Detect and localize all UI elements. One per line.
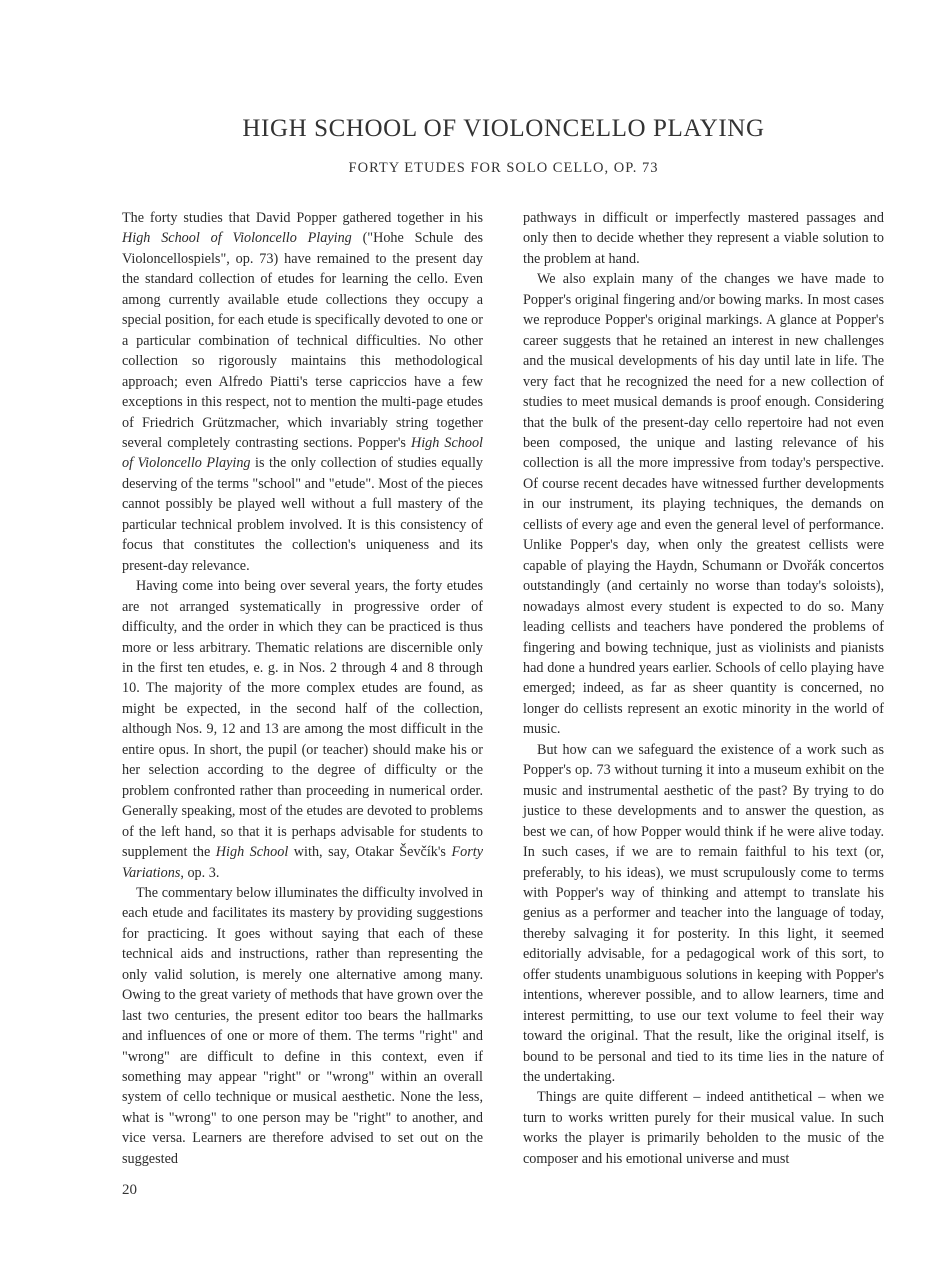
paragraph: But how can we safeguard the existence of a work such as Popper's op. 73 without turning it into a museum exhibit on the music and instrumental aesthetic of the past? By trying to do justice to these developments and to answer the question, as best we can, of how Popper would think if he were alive today. In such cases, if we are to remain faithful to his text (or, preferably, to his ideas), we must scrupulously come to terms with Popper's way of thinking and attempt to translate his genius as a performer and teacher into the language of today, thereby salvaging it for posterity. In this light, it seemed editorially advisable, for a pedagogical work of this sort, to offer students unambiguous solutions in keeping with Popper's intentions, wherever possible, and to allow learners, time and interest permitting, to use our text volume to feel their way toward the original. That the result, like the original itself, is bound to be personal and tied to its time lies in the nature of the undertaking.	[523, 741, 884, 1086]
paragraph: pathways in difficult or imperfectly mastered passages and only then to decide whether they represent a viable solution to the problem at hand.	[523, 210, 884, 267]
page-subtitle: FORTY ETUDES FOR SOLO CELLO, OP. 73	[348, 160, 659, 176]
book-title: High School of Violoncello Playing	[122, 434, 483, 472]
book-title: High School of Violoncello Playing	[122, 230, 352, 247]
page-title: HIGH SCHOOL OF VIOLONCELLO PLAYING	[242, 115, 765, 142]
paragraph: Having come into being over several years, the forty etudes are not arranged systematically in progressive order of difficulty, and the order in which they can be practiced is thus more or less arbitrary. Thematic relations are discernible only in the first ten etudes, e. g. in Nos. 2 through 4 and 8 through 10. The majority of the more complex etudes are found, as might be expected, in the second half of the collection, although Nos. 9, 12 and 13 are among the most difficult in the entire opus. In short, the pupil (or teacher) should make his or her selection according to the degree of difficulty or the problem confronted rather than proceeding in numerical order. Generally speaking, most of the etudes are devoted to problems of the left hand, so that it is perhaps advisable for students to supplement the High School with, say, Otakar Ševčík's Forty Variations, op. 3.	[122, 578, 483, 881]
paragraph: The forty studies that David Popper gathered together in his High School of Violoncello Playing ("Hohe Schule des Violoncellospiels", op. 73) have remained to the present day the standard collection of etudes for learning the cello. Even among currently available etude collections they occupy a special position, for each etude is specifically devoted to one or a particular combination of technical difficulties. No other collection so rigorously maintains this methodological approach; even Alfredo Piatti's terse capriccios have a few exceptions in this respect, not to mention the multi-page etudes of Friedrich Grützmacher, which invariably string together several completely contrasting sections. Popper's High School of Violoncello Playing is the only collection of studies equally deserving of the terms "school" and "etude". Most of the pieces cannot possibly be played well without a full mastery of the particular technical problem involved. It is this consistency of focus that constitutes the collection's uniqueness and its present-day relevance.	[122, 210, 484, 574]
paragraph: The commentary below illuminates the difficulty involved in each etude and facilitates its mastery by providing suggestions for practicing. It goes without saying that each of these technical aids and instructions, rather than representing the only valid solution, is merely one alternative among many. Owing to the great variety of methods that have grown over the last two centuries, the present editor too bears the hallmarks and influences of one or more of them. The terms "right" and "wrong" are difficult to define in this context, even if something may appear "right" or "wrong" within an overall system of cello technique or musical aesthetic. None the less, what is "wrong" to one person may be "right" to another, and vice versa. Learners are therefore advised to set out on the suggested	[122, 884, 483, 1167]
right-text-column	[523, 208, 884, 1169]
paragraph: We also explain many of the changes we have made to Popper's original fingering and/or bowing marks. In most cases we reproduce Popper's original markings. A glance at Popper's career suggests that he retained an interest in new challenges and the musical developments of his day until late in life. The very fact that he recognized the need for a new collection of studies to meet musical demands is proof enough. Considering that the bulk of the present-day cello repertoire had not even been composed, the unique and lasting relevance of his collection is all the more impressive from today's perspective. Of course recent decades have witnessed further developments in our instrument, its playing techniques, the demands on cellists of every age and even the general level of performance. Unlike Popper's day, when only the greatest cellists were capable of playing the Haydn, Schumann or Dvořák concertos outstandingly (and certainly no worse than today's soloists), nowadays almost every student is expected to do so. Many leading cellists and teachers have pondered the problems of fingering and bowing technique, just as violinists and pianists had done a hundred years earlier. Schools of cello playing have emerged; indeed, as far as sheer quantity is concerned, no longer do cellists represent an exotic minority in the world of music.	[523, 271, 884, 738]
book-title: Forty Variations	[122, 844, 483, 881]
paragraph: Things are quite different – indeed antithetical – when we turn to works written purely for their musical value. In such works the player is primarily beholden to the music of the composer and his emotional universe and must	[523, 1089, 884, 1167]
book-title: High School	[215, 844, 289, 861]
left-text-column	[122, 208, 483, 1169]
page-number: 20	[122, 1182, 137, 1198]
